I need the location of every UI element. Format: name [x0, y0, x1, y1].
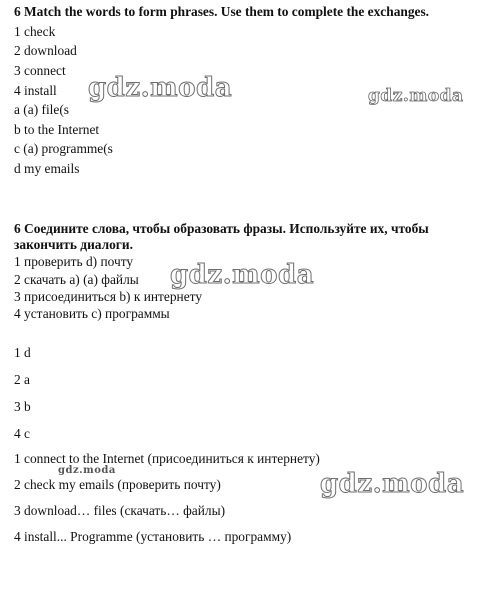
list-item: d my emails	[14, 161, 80, 176]
list-item: 4 install	[14, 83, 57, 98]
watermark: gdz.moda	[170, 260, 315, 290]
watermark: gdz.moda	[58, 465, 116, 476]
task-heading-russian-cont: закончить диалоги.	[14, 237, 133, 252]
watermark: gdz.moda	[320, 469, 465, 499]
answer-match: 1 d	[14, 345, 31, 360]
answer-phrase: 3 download… files (скачать… файлы)	[14, 503, 226, 518]
answer-phrase: 1 connect to the Internet (присоединиться к интернету)	[14, 451, 320, 466]
list-item: 1 проверить d) почту	[14, 254, 134, 269]
answer-match: 3 b	[14, 399, 31, 414]
answer-match: 4 c	[14, 426, 30, 441]
list-item: 3 присоединиться b) к интернету	[14, 289, 203, 304]
watermark: gdz.moda	[368, 86, 464, 106]
task-heading-russian: 6 Соедините слова, чтобы образовать фразы. Используйте их, чтобы	[14, 221, 429, 236]
list-item: a (a) file(s	[14, 102, 70, 117]
answer-phrase: 2 check my emails (проверить почту)	[14, 477, 221, 492]
answer-phrase: 4 install... Programme (установить … программу)	[14, 529, 292, 544]
list-item: 4 установить с) программы	[14, 306, 170, 321]
task-heading-english: 6 Match the words to form phrases. Use them to complete the exchanges.	[14, 4, 430, 19]
list-item: 3 connect	[14, 63, 66, 78]
list-item: 2 скачать a) (a) файлы	[14, 272, 139, 287]
list-item: 2 download	[14, 43, 77, 58]
watermark: gdz.moda	[88, 73, 233, 103]
list-item: b to the Internet	[14, 122, 100, 137]
list-item: 1 check	[14, 24, 56, 39]
answer-match: 2 a	[14, 372, 30, 387]
list-item: c (a) programme(s	[14, 141, 113, 156]
